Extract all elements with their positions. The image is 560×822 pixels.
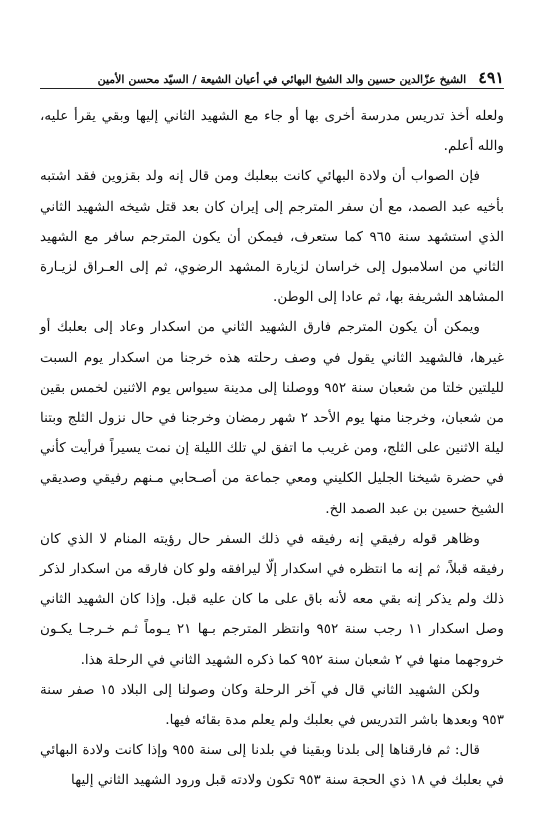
page-body bbox=[40, 101, 504, 796]
paragraph: قال: ثم فارقناها إلى بلدنا وبقينا في بلدنا إلى سنة ٩٥٥ وإذا كانت ولادة البهائي في بعلبك في ١٨ ذي الحجة سنة ٩٥٣ تكون ولادته قبل ورود الشهيد الثاني إليها bbox=[40, 742, 504, 789]
running-header bbox=[40, 0, 504, 89]
running-title: الشيخ عزّالدين حسين والد الشيخ البهائي في أعيان الشيعة / السيّد محسن الأمين bbox=[97, 72, 467, 86]
page-number: ٤٩١ bbox=[478, 68, 504, 87]
paragraph: ولعله أخذ تدريس مدرسة أخرى بها أو جاء مع الشهيد الثاني إليها وبقي يقرأ عليه، والله أعلم. bbox=[40, 108, 504, 155]
paragraph: وظاهر قوله رفيقي إنه رفيقه في ذلك السفر حال رؤيته المنام لا الذي كان رفيقه قبلاً، ثم إنه ما انتظره في اسكدار إلّا ليرافقه ولو كان فارقه من اسكدار لذكر ذلك ولم يذكر إنه بقي معه لأنه باق على ما كان عليه قبل. وإذا كان الشهيد الثاني وصل اسكدار ١١ رجب سنة ٩٥٢ وانتظر المترجم بـها ٢١ يـوماً ثـم خـرجـا يكـون خروجهما منها في ٢ شعبان سنة ٩٥٢ كما ذكره الشهيد الثاني في الرحلة هذا. bbox=[40, 530, 504, 668]
paragraph: ولكن الشهيد الثاني قال في آخر الرحلة وكان وصولنا إلى البلاد ١٥ صفر سنة ٩٥٣ وبعدها باشر التدريس في بعلبك ولم يعلم مدة بقائه فيها. bbox=[40, 681, 504, 729]
paragraph: فإن الصواب أن ولادة البهائي كانت ببعلبك ومن قال إنه ولد بقزوين فقد اشتبه بأخيه عبد الصمد، مع أن سفر المترجم إلى إيران كان بعد قتل شيخه الشهيد الثاني الذي استشهد سنة ٩٦٥ كما ستعرف، فيمكن أن يكون المترجم سافر مع الشهيد الثاني من اسلامبول إلى خراسان لزيارة المشهد الرضوي، ثم إلى العـراق لزيـارة المشاهد الشريفة بها، ثم عادا إلى الوطن. bbox=[40, 168, 505, 306]
paragraph: ويمكن أن يكون المترجم فارق الشهيد الثاني من اسكدار وعاد إلى بعلبك أو غيرها، فالشهيد الثاني يقول في وصف رحلته هذه خرجنا من اسكدار يوم السبت لليلتين خلتا من شعبان سنة ٩٥٢ ووصلنا إلى مدينة سيواس يوم الاثنين لخمس بقين من شعبان، وخرجنا منها يوم الأحد ٢ شهر رمضان وخرجنا في حال نزول الثلج وبتنا ليلة الاثنين على الثلج، ومن غريب ما اتفق لي تلك الليلة إن نمت يسيراً فرأيت كأني في حضرة شيخنا الجليل الكليني ومعي جماعة من أصـحابي مـنهم رفيقي وصديقي الشيخ حسين بن عبد الصمد الخ. bbox=[40, 319, 505, 517]
